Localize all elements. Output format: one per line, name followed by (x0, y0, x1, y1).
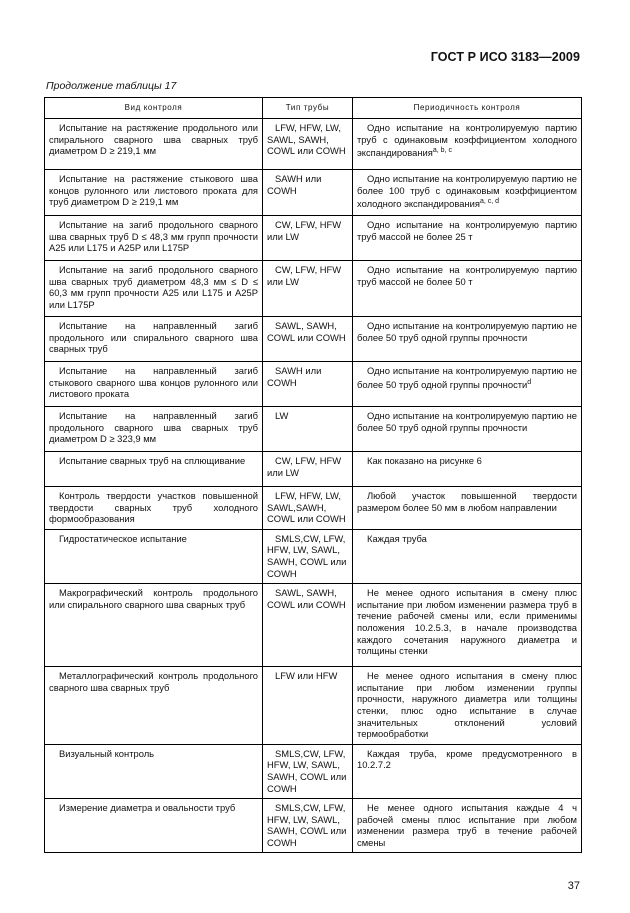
table-row (45, 216, 582, 261)
frequency-cell (353, 216, 582, 261)
footnote-marker: d (527, 378, 532, 386)
control-type-cell: Испытание на направленный загиб продольного сварного шва сварных труб диаметром D ≥ 323,9 мм (45, 407, 263, 452)
pipe-type-cell: LFW, HFW, LW, SAWL, SAWH, COWL или COWH (263, 119, 353, 170)
control-type-cell: Измерение диаметра и овальности труб (45, 799, 263, 853)
frequency-text: Каждая труба, кроме предусмотренного в 10.2.7.2 (357, 747, 577, 771)
frequency-cell (353, 170, 582, 216)
frequency-text: Одно испытание на контролируемую партию труб с одинаковым коэффициентом холодного экспандирования (357, 122, 577, 159)
frequency-cell (353, 261, 582, 317)
pipe-type-cell: SMLS,CW, LFW, HFW, LW, SAWL, SAWH, COWL или COWH (263, 529, 353, 583)
control-type-cell: Испытание на направленный загиб продольного или спирального сварного шва сварных труб (45, 317, 263, 362)
control-type-cell: Испытание на растяжение продольного или спирального сварного шва сварных труб диаметром D ≥ 219,1 мм (45, 119, 263, 170)
table-header-row (45, 98, 582, 119)
control-type-cell: Макрографический контроль продольного или спирального сварного шва сварных труб (45, 584, 263, 667)
frequency-text: Одно испытание на контролируемую партию труб массой не более 25 т (357, 219, 577, 242)
table-row (45, 362, 582, 407)
control-type-cell: Испытание на загиб продольного сварного шва сварных труб D ≤ 48,3 мм групп прочности A25 или L175 и A25P или L175P (45, 216, 263, 261)
frequency-cell (353, 799, 582, 853)
pipe-type-cell: SMLS,CW, LFW, HFW, LW, SAWL, SAWH, COWL или COWH (263, 799, 353, 853)
document-header: ГОСТ Р ИСО 3183—2009 (430, 50, 580, 64)
table-row (45, 529, 582, 583)
frequency-cell (353, 407, 582, 452)
footnote-marker: a, c, d (479, 198, 500, 206)
control-type-cell: Испытание на направленный загиб стыкового сварного шва концов рулонного или листового проката (45, 362, 263, 407)
table-row (45, 407, 582, 452)
control-type-cell: Испытание сварных труб на сплющивание (45, 452, 263, 487)
frequency-cell (353, 744, 582, 798)
pipe-type-cell: CW, LFW, HFW или LW (263, 452, 353, 487)
control-type-cell: Испытание на растяжение стыкового шва концов рулонного или листового проката для труб диаметром D ≥ 219,1 мм (45, 170, 263, 216)
control-type-cell: Контроль твердости участков повышенной твердости сварных труб холодного формообразования (45, 487, 263, 530)
pipe-type-cell: SAWH или COWH (263, 362, 353, 407)
control-type-cell: Металлографический контроль продольного сварного шва сварных труб (45, 667, 263, 745)
pipe-type-cell: LW (263, 407, 353, 452)
frequency-text: Одно испытание на контролируемую партию не более 50 труб одной группы прочности (357, 410, 577, 433)
table-row (45, 584, 582, 667)
table-row (45, 487, 582, 530)
table-row (45, 667, 582, 745)
pipe-type-cell: SAWL, SAWH, COWL или COWH (263, 584, 353, 667)
frequency-text: Не менее одного испытания в смену плюс испытание при любом изменении группы прочности, наружного диаметра или толщины стенки, плюс одно испытание в случае значительных отклонений условий термообработки (357, 670, 577, 740)
column-header-frequency: Периодичность контроля (353, 98, 582, 119)
control-type-cell: Визуальный контроль (45, 744, 263, 798)
table-row (45, 170, 582, 216)
table-row (45, 799, 582, 853)
control-type-cell: Гидростатическое испытание (45, 529, 263, 583)
pipe-type-cell: SAWH или COWH (263, 170, 353, 216)
frequency-text: Каждая труба (367, 532, 427, 544)
pipe-type-cell: CW, LFW, HFW или LW (263, 216, 353, 261)
column-header-control: Вид контроля (45, 98, 263, 119)
table-row (45, 261, 582, 317)
frequency-text: Не менее одного испытания каждые 4 ч рабочей смены плюс испытание при любом изменении размера труб в течение рабочей смены (357, 802, 577, 848)
frequency-text: Одно испытание на контролируемую партию труб массой не более 50 т (357, 264, 577, 287)
pipe-type-cell: LFW, HFW, LW, SAWL,SAWH, COWL или COWH (263, 487, 353, 530)
frequency-text: Не менее одного испытания в смену плюс испытание при любом изменении размера труб в течение рабочей смены или, если применимы положения 10.2.5.3, в начале производства каждого сочетания наружного диаметра и толщины стенки (357, 587, 577, 657)
frequency-text: Одно испытание на контролируемую партию не более 100 труб с одинаковым коэффициентом холодного экспандирования (357, 173, 577, 210)
column-header-pipe-type: Тип трубы (263, 98, 353, 119)
footnote-marker: a, b, c (432, 147, 452, 155)
page-number: 37 (567, 880, 580, 892)
frequency-cell (353, 362, 582, 407)
pipe-type-cell: SAWL, SAWH, COWL или COWH (263, 317, 353, 362)
pipe-type-cell: LFW или HFW (263, 667, 353, 745)
frequency-cell (353, 667, 582, 745)
frequency-cell (353, 487, 582, 530)
pipe-type-cell: SMLS,CW, LFW, HFW, LW, SAWL, SAWH, COWL или COWH (263, 744, 353, 798)
table-caption: Продолжение таблицы 17 (46, 80, 177, 92)
frequency-text: Одно испытание на контролируемую партию не более 50 труб одной группы прочности (357, 365, 577, 390)
control-type-cell: Испытание на загиб продольного сварного шва сварных труб диаметром 48,3 мм ≤ D ≤ 60,3 мм групп прочности A25 или L175 и A25P или L175P (45, 261, 263, 317)
table-row (45, 317, 582, 362)
table-row (45, 744, 582, 798)
inspection-table (44, 97, 582, 853)
frequency-text: Одно испытание на контролируемую партию не более 50 труб одной группы прочности (357, 320, 577, 343)
frequency-cell (353, 584, 582, 667)
frequency-text: Как показано на рисунке 6 (367, 455, 482, 466)
frequency-text: Любой участок повышенной твердости размером более 50 мм в любом направлении (357, 490, 577, 513)
pipe-type-cell: CW, LFW, HFW или LW (263, 261, 353, 317)
table-row (45, 119, 582, 170)
table-row (45, 452, 582, 487)
frequency-cell (353, 119, 582, 170)
frequency-cell (353, 452, 582, 487)
frequency-cell (353, 529, 582, 583)
frequency-cell (353, 317, 582, 362)
